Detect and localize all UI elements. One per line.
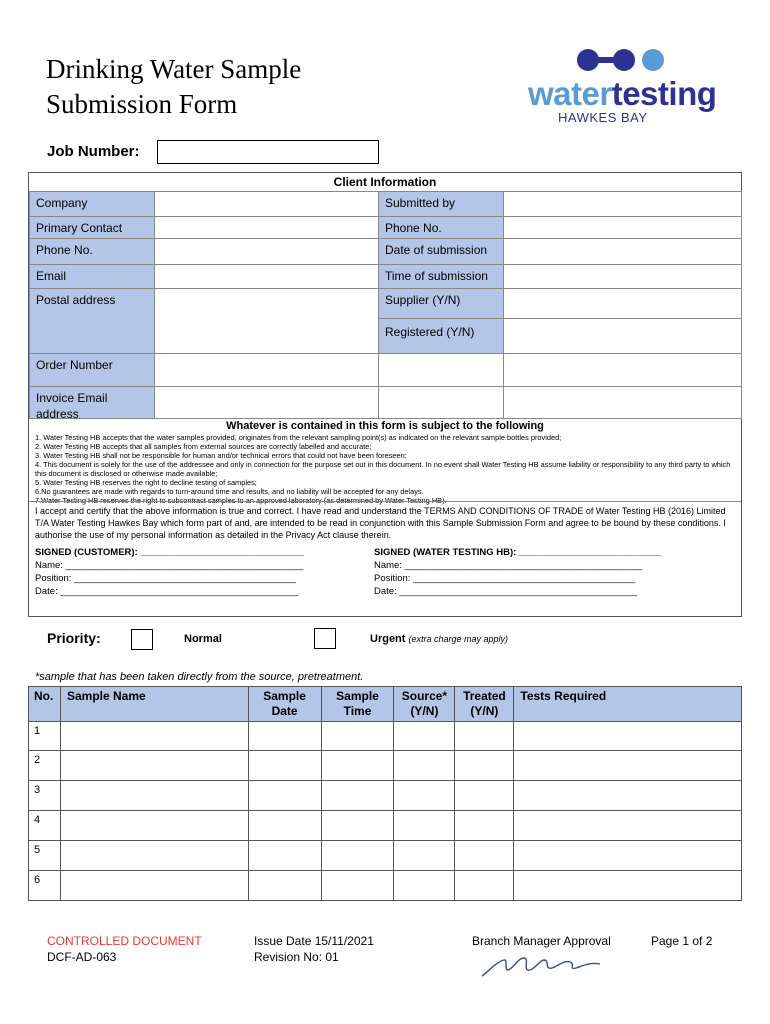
submitted-by-field[interactable]: [503, 191, 742, 217]
submitted-by-label: Submitted by: [378, 191, 504, 217]
col-header-tests-required: Tests Required: [514, 687, 742, 722]
logo-wordmark: [528, 76, 716, 112]
term-item: 7.Water Testing HB reserves the right to subcontract samples to an approved laboratory (as determined by Water Testing HB).: [35, 496, 447, 505]
customer-signed-line[interactable]: SIGNED (CUSTOMER): _______________________________: [35, 547, 305, 558]
urgent-label: [370, 633, 508, 645]
phone-field-left[interactable]: [154, 238, 379, 265]
term-item: 1. Water Testing HB accepts that the water samples provided, originates from the relevant sampling point(s) as indicated on the relevant sample bottles provided;: [35, 433, 562, 442]
cell-field[interactable]: [248, 811, 321, 841]
time-of-submission-label: Time of submission: [378, 264, 504, 289]
order-number-label: Order Number: [29, 353, 155, 387]
form-title: [46, 52, 301, 122]
time-of-submission-field[interactable]: [503, 264, 742, 289]
invoice-email-field[interactable]: [154, 386, 379, 419]
cell-field[interactable]: [60, 751, 248, 781]
term-item: 4. This document is solely for the use of the addressee and only in connection for the purpose set out in this document. In no event shall Water Testing HB assume liability or responsibility to any third party to which this document is disclosed or otherwise made available;: [35, 460, 731, 478]
order-number-field-extra2[interactable]: [503, 353, 742, 387]
issue-date: Issue Date 15/11/2021: [254, 934, 374, 948]
logo-water-text: water: [528, 75, 612, 112]
table-row: [29, 811, 742, 841]
document-code: DCF-AD-063: [47, 950, 117, 964]
footer-issue: [254, 933, 374, 965]
logo-testing-text: testing: [611, 75, 717, 112]
cell-field[interactable]: [321, 751, 394, 781]
table-row: [29, 841, 742, 871]
cell-field[interactable]: [60, 871, 248, 901]
cell-field[interactable]: [514, 722, 742, 751]
company-field[interactable]: [154, 191, 379, 217]
cell-field[interactable]: [60, 722, 248, 751]
customer-position-line[interactable]: Position: __________________________________________: [35, 573, 296, 584]
cell-field[interactable]: [321, 841, 394, 871]
table-row: [29, 871, 742, 901]
col-header-source: Source* (Y/N): [394, 687, 455, 722]
supplier-label: Supplier (Y/N): [378, 288, 504, 319]
invoice-email-field-extra2[interactable]: [503, 386, 742, 419]
cell-field[interactable]: [394, 781, 455, 811]
cell-field[interactable]: [514, 751, 742, 781]
samples-table: [28, 686, 742, 901]
cell-field[interactable]: [394, 722, 455, 751]
cell-field[interactable]: [60, 811, 248, 841]
primary-contact-label: Primary Contact: [29, 216, 155, 239]
table-row: [29, 751, 742, 781]
col-header-treated: Treated (Y/N): [455, 687, 514, 722]
samples-header-row: [29, 687, 742, 722]
invoice-email-field-extra[interactable]: [378, 386, 504, 419]
water-testing-logo: [528, 46, 723, 126]
supplier-field[interactable]: [503, 288, 742, 319]
cell-field[interactable]: [321, 871, 394, 901]
cell-field[interactable]: [248, 751, 321, 781]
cell-field[interactable]: [248, 871, 321, 901]
page-number: Page 1 of 2: [651, 934, 713, 948]
phone-label-left: Phone No.: [29, 238, 155, 265]
cell-field[interactable]: [455, 841, 514, 871]
cell-field[interactable]: [455, 871, 514, 901]
lab-position-line[interactable]: Position: __________________________________________: [374, 573, 635, 584]
cell-field[interactable]: [455, 722, 514, 751]
lab-date-line[interactable]: Date: _____________________________________________: [374, 586, 638, 597]
cell-field[interactable]: [514, 811, 742, 841]
email-field[interactable]: [154, 264, 379, 289]
sample-footnote: *sample that has been taken directly from the source, pretreatment.: [35, 671, 364, 683]
form-title-line1: Drinking Water Sample: [46, 54, 302, 84]
cell-field[interactable]: [321, 811, 394, 841]
manager-signature-icon: [478, 952, 608, 982]
cell-field[interactable]: [321, 781, 394, 811]
registered-label: Registered (Y/N): [378, 318, 504, 354]
table-row: [29, 722, 742, 751]
postal-address-label: Postal address: [29, 288, 155, 354]
customer-name-line[interactable]: Name: _____________________________________________: [35, 560, 304, 571]
cell-field[interactable]: [394, 871, 455, 901]
cell-field[interactable]: [248, 841, 321, 871]
job-number-label: Job Number:: [47, 143, 140, 160]
customer-signature-block: [35, 546, 304, 598]
term-item: 3. Water Testing HB shall not be responsible for human and/or technical errors that could not have been foreseen;: [35, 451, 407, 460]
phone-label-right: Phone No.: [378, 216, 504, 239]
normal-label: Normal: [184, 633, 222, 645]
cell-field[interactable]: [455, 781, 514, 811]
cell-field[interactable]: [248, 781, 321, 811]
client-information-title: Client Information: [333, 175, 437, 189]
row-number: 3: [29, 781, 61, 811]
company-label: Company: [29, 191, 155, 217]
branch-manager-approval: Branch Manager Approval: [472, 934, 611, 948]
order-number-field-extra[interactable]: [378, 353, 504, 387]
logo-dots-icon: [528, 46, 723, 76]
cell-field[interactable]: [60, 781, 248, 811]
cell-field[interactable]: [394, 811, 455, 841]
terms-heading: Whatever is contained in this form is subject to the following: [29, 418, 741, 432]
col-header-no: No.: [29, 687, 61, 722]
cell-field[interactable]: [321, 722, 394, 751]
registered-field[interactable]: [503, 318, 742, 354]
cell-field[interactable]: [514, 781, 742, 811]
cell-field[interactable]: [455, 811, 514, 841]
cell-field[interactable]: [455, 751, 514, 781]
cell-field[interactable]: [60, 841, 248, 871]
email-label: Email: [29, 264, 155, 289]
urgent-checkbox[interactable]: [314, 628, 336, 649]
term-item: 5. Water Testing HB reserves the right to decline testing of samples;: [35, 478, 257, 487]
customer-date-line[interactable]: Date: _____________________________________________: [35, 586, 299, 597]
row-number: 1: [29, 722, 61, 751]
row-number: 4: [29, 811, 61, 841]
term-item: 6.No guarantees are made with regards to turn-around time and results, and no liability will be accepted for any delays.: [35, 487, 424, 496]
urgent-text: Urgent: [370, 633, 406, 645]
client-information-section: [28, 172, 742, 617]
terms-list: [35, 433, 741, 505]
col-header-sample-date: Sample Date: [248, 687, 321, 722]
cell-field[interactable]: [514, 841, 742, 871]
lab-signature-block: [374, 546, 662, 598]
phone-field-right[interactable]: [503, 216, 742, 239]
table-row: [29, 781, 742, 811]
lab-signed-line[interactable]: SIGNED (WATER TESTING HB): ___________________________: [374, 547, 662, 558]
cell-field[interactable]: [248, 722, 321, 751]
row-number: 6: [29, 871, 61, 901]
certification-text: I accept and certify that the above information is true and correct. I have read and understand the TERMS AND CONDITIONS OF TRADE of Water Testing HB (2016) Limited T/A Water Testing Hawkes Bay which form part of and, are intended to be read in conjunction with this Sample Submission Form and agree to be bound by these conditions. I authorise the use of my personal information as detailed in the Privacy Act clause therein.: [29, 501, 741, 544]
revision-number: Revision No: 01: [254, 950, 339, 964]
job-number-field[interactable]: [157, 140, 379, 164]
controlled-document-label: CONTROLLED DOCUMENT: [47, 934, 202, 948]
invoice-email-label: Invoice Email address: [29, 386, 155, 419]
row-number: 5: [29, 841, 61, 871]
cell-field[interactable]: [514, 871, 742, 901]
row-number: 2: [29, 751, 61, 781]
form-title-line2: Submission Form: [46, 89, 238, 119]
primary-contact-field[interactable]: [154, 216, 379, 239]
logo-subtitle: HAWKES BAY: [558, 110, 648, 125]
date-of-submission-field[interactable]: [503, 238, 742, 265]
cell-field[interactable]: [394, 751, 455, 781]
cell-field[interactable]: [394, 841, 455, 871]
lab-name-line[interactable]: Name: _____________________________________________: [374, 560, 643, 571]
col-header-sample-name: Sample Name: [60, 687, 248, 722]
term-item: 2. Water Testing HB accepts that all samples from external sources are correctly labelled and accurate;: [35, 442, 372, 451]
col-header-sample-time: Sample Time: [321, 687, 394, 722]
urgent-note: (extra charge may apply): [408, 634, 509, 644]
footer-controlled: [47, 933, 202, 965]
date-of-submission-label: Date of submission: [378, 238, 504, 265]
priority-label: Priority:: [47, 630, 101, 646]
normal-checkbox[interactable]: [131, 629, 153, 650]
order-number-field[interactable]: [154, 353, 379, 387]
postal-address-field[interactable]: [154, 288, 379, 354]
